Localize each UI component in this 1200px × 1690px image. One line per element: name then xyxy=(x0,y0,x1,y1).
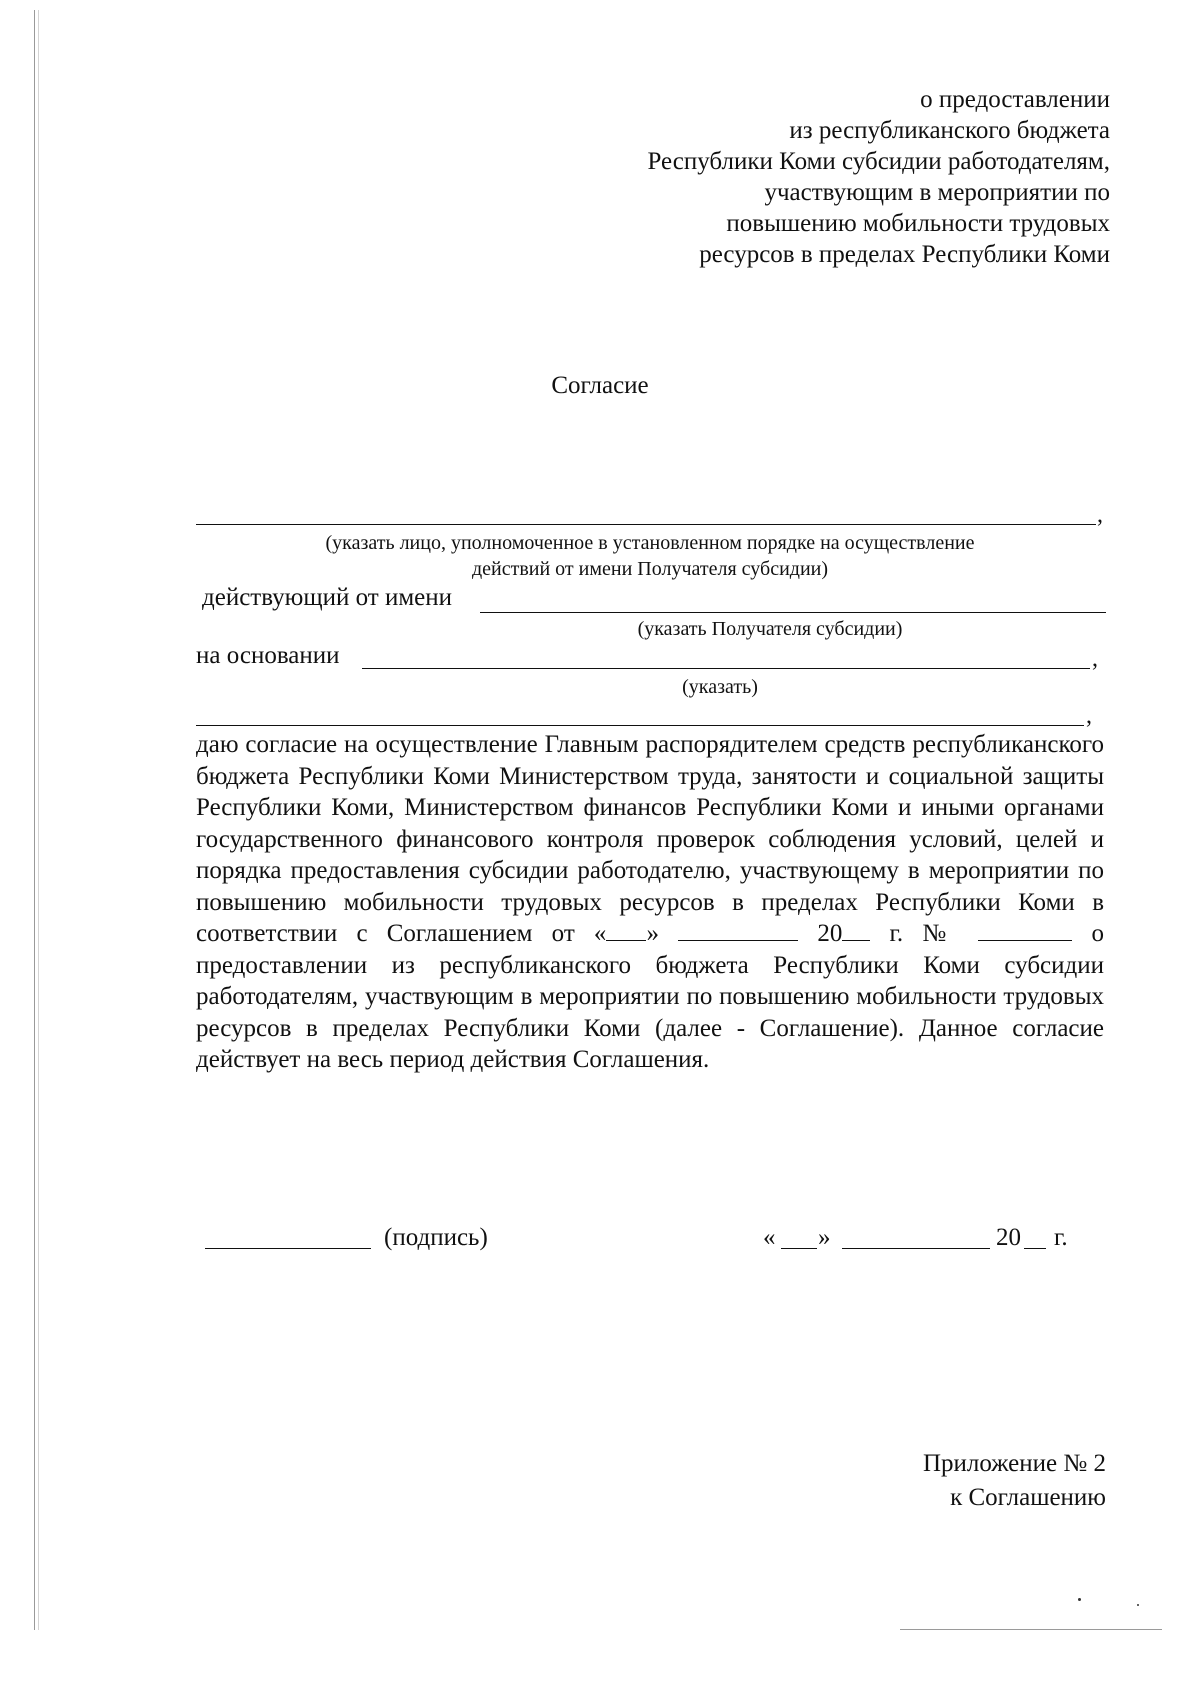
consent-paragraph xyxy=(196,729,1104,1076)
consent-text: 20 xyxy=(817,920,843,947)
signature-day-blank xyxy=(781,1248,817,1249)
appendix-line: к Соглашению xyxy=(950,1484,1106,1511)
agreement-month-blank xyxy=(678,920,798,941)
signature-year-suffix: г. xyxy=(1054,1224,1068,1251)
agreement-number-blank xyxy=(978,920,1072,941)
scan-bottom-rule xyxy=(900,1629,1162,1630)
signature-year-prefix: 20 xyxy=(996,1224,1021,1251)
consent-text: » xyxy=(646,920,659,947)
basis-blank xyxy=(362,668,1090,669)
signature-label: (подпись) xyxy=(384,1224,488,1251)
signature-blank xyxy=(205,1248,371,1249)
basis-continued-comma: , xyxy=(1086,703,1092,729)
signature-month-blank xyxy=(842,1248,990,1249)
agreement-day-blank xyxy=(606,920,646,941)
scan-edge-line-light xyxy=(38,10,39,1630)
on-behalf-label: действующий от имени xyxy=(202,584,452,611)
basis-hint: (указать) xyxy=(682,676,758,698)
consent-text: г. № xyxy=(889,920,960,947)
basis-blank-continued xyxy=(196,725,1084,726)
header-line: из республиканского бюджета xyxy=(789,117,1110,144)
basis-label: на основании xyxy=(196,642,340,669)
document-title: Согласие xyxy=(551,372,649,399)
consent-text: даю согласие на осуществление Главным распорядителем средств республиканского бюджета Республики Коми Министерством труда, занятости и социальной защиты Республики Коми, Министерством финансов Республики Коми и иными органами государственного финансового контроля проверок соблюдения условий, целей и порядка предоставления субсидии работодателю, участвующему в мероприятии по повышению мобильности трудовых ресурсов в пределах Республики Коми в соответствии с Соглашением от « xyxy=(196,731,1104,947)
header-line: участвующим в мероприятии по xyxy=(764,179,1110,206)
appendix-note xyxy=(923,1447,1106,1515)
recipient-blank xyxy=(480,612,1106,613)
recipient-hint: (указать Получателя субсидии) xyxy=(637,618,903,640)
header-line: о предоставлении xyxy=(920,86,1110,113)
representative-hint-line: действий от имени Получателя субсидии) xyxy=(471,558,829,580)
appendix-line: Приложение № 2 xyxy=(922,1450,1106,1477)
header-line: ресурсов в пределах Республики Коми xyxy=(699,241,1110,268)
consent-text: о предоставлении из республиканского бюджета Республики Коми субсидии работодателям, участвующим в мероприятии по повышению мобильности трудовых ресурсов в пределах Республики Коми (далее - Соглашение). Данное согласие действует на весь период действия Соглашения. xyxy=(196,920,1105,1073)
signature-year-blank xyxy=(1024,1248,1046,1249)
representative-blank xyxy=(196,524,1096,525)
date-close-quote: » xyxy=(818,1224,831,1251)
representative-hint xyxy=(200,530,1100,582)
agreement-year-blank xyxy=(842,920,870,941)
representative-comma: , xyxy=(1097,502,1103,528)
scan-edge-line xyxy=(34,10,35,1630)
date-open-quote: « xyxy=(763,1224,776,1251)
scan-speck xyxy=(1078,1598,1081,1601)
representative-hint-line: (указать лицо, уполномоченное в установленном порядке на осуществление xyxy=(325,532,975,554)
header-line: повышению мобильности трудовых xyxy=(726,210,1110,237)
basis-comma: , xyxy=(1092,646,1098,672)
document-header xyxy=(510,84,1110,270)
header-line: Республики Коми субсидии работодателям, xyxy=(647,148,1110,175)
scan-speck xyxy=(1137,1604,1139,1606)
